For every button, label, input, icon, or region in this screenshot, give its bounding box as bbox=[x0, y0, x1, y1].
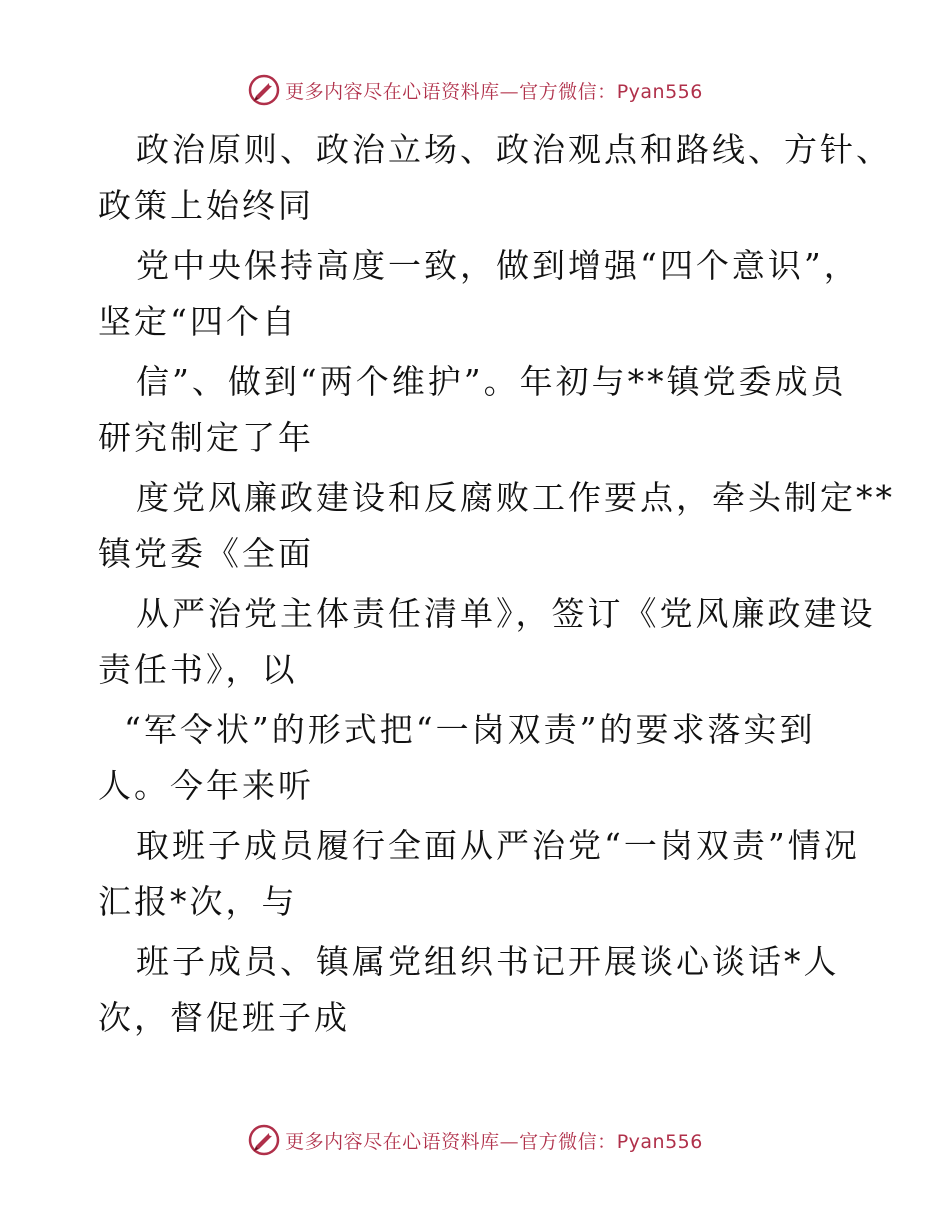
footer-separator: — bbox=[499, 1130, 520, 1153]
body-line: 党中央保持高度一致，做到增强“四个意识”， bbox=[136, 246, 860, 285]
body-line: 人。今年来听 bbox=[98, 766, 314, 805]
header-library-text: 更多内容尽在心语资料库 bbox=[285, 80, 500, 103]
footer-library-text: 更多内容尽在心语资料库 bbox=[285, 1130, 500, 1153]
footer-wechat-id: Pyan556 bbox=[616, 1130, 703, 1153]
body-line: 责任书》，以 bbox=[98, 650, 298, 689]
footer-wechat-label: 官方微信： bbox=[519, 1130, 617, 1153]
body-line: 镇党委《全面 bbox=[98, 534, 314, 573]
body-line: 次，督促班子成 bbox=[98, 998, 350, 1037]
header-banner bbox=[0, 70, 950, 110]
body-line: 取班子成员履行全面从严治党“一岗双责”情况 bbox=[136, 826, 860, 865]
body-line: 汇报*次，与 bbox=[98, 882, 298, 921]
body-line: 研究制定了年 bbox=[98, 418, 314, 457]
body-line: 信”、做到“两个维护”。年初与**镇党委成员 bbox=[136, 362, 847, 401]
pen-circle-icon bbox=[247, 73, 281, 107]
header-wechat-label: 官方微信： bbox=[519, 80, 617, 103]
header-banner-text bbox=[285, 77, 703, 104]
header-separator: — bbox=[499, 80, 520, 103]
footer-banner bbox=[0, 1120, 950, 1160]
body-line: “军令状”的形式把“一岗双责”的要求落实到 bbox=[124, 710, 816, 749]
body-line: 班子成员、镇属党组织书记开展谈心谈话*人 bbox=[136, 942, 840, 981]
body-line: 政治原则、政治立场、政治观点和路线、方针、 bbox=[136, 130, 892, 169]
header-wechat-id: Pyan556 bbox=[616, 80, 703, 103]
body-line: 坚定“四个自 bbox=[98, 302, 298, 341]
pen-circle-icon bbox=[247, 1123, 281, 1157]
footer-banner-text bbox=[285, 1127, 703, 1154]
body-line: 政策上始终同 bbox=[98, 186, 314, 225]
body-line: 度党风廉政建设和反腐败工作要点，牵头制定** bbox=[136, 478, 895, 517]
body-line: 从严治党主体责任清单》，签订《党风廉政建设 bbox=[136, 594, 876, 633]
